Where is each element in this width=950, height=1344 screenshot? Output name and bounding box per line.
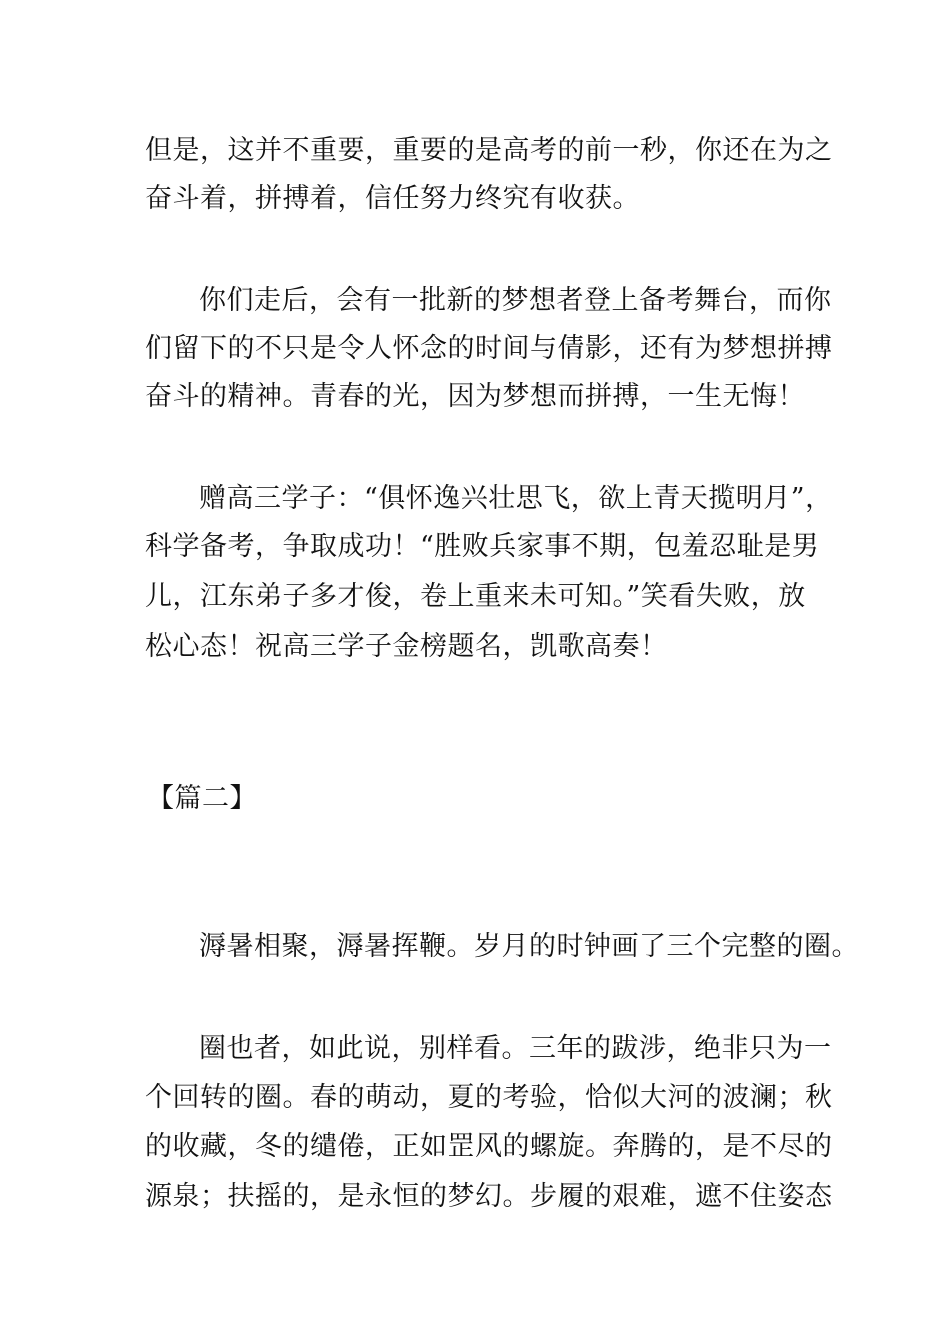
- section-paragraph-1-line-1: 溽暑相聚，溽暑挥鞭。岁月的时钟画了三个完整的圈。: [199, 931, 859, 962]
- paragraph-3-line-3: 儿，江东弟子多才俊，卷上重来未可知。”笑看失败，放: [145, 581, 806, 612]
- section-paragraph-2-line-4: 源泉；扶摇的，是永恒的梦幻。步履的艰难，遮不住姿态: [145, 1181, 833, 1212]
- paragraph-3-line-1: 赠高三学子：“俱怀逸兴壮思飞，欲上青天揽明月”，: [199, 483, 833, 514]
- paragraph-2-line-1: 你们走后，会有一批新的梦想者登上备考舞台，而你: [199, 285, 832, 316]
- paragraph-1-line-2: 奋斗着，拼搏着，信任努力终究有收获。: [145, 183, 640, 214]
- section-paragraph-2-line-2: 个回转的圈。春的萌动，夏的考验，恰似大河的波澜；秋: [145, 1082, 833, 1113]
- paragraph-1-line-1: 但是，这并不重要，重要的是高考的前一秒，你还在为之: [145, 135, 833, 166]
- section-paragraph-2-line-1: 圈也者，如此说，别样看。三年的跋涉，绝非只为一: [199, 1033, 832, 1064]
- paragraph-3-line-2: 科学备考，争取成功！“胜败兵家事不期，包羞忍耻是男: [145, 531, 820, 562]
- section-heading: 【篇二】: [147, 783, 257, 814]
- paragraph-3-line-4: 松心态！祝高三学子金榜题名，凯歌高奏！: [145, 631, 668, 662]
- section-paragraph-2-line-3: 的收藏，冬的缱倦，正如罡风的螺旋。奔腾的，是不尽的: [145, 1131, 833, 1162]
- paragraph-2-line-3: 奋斗的精神。青春的光，因为梦想而拼搏，一生无悔！: [145, 381, 805, 412]
- paragraph-2-line-2: 们留下的不只是令人怀念的时间与倩影，还有为梦想拼搏: [145, 333, 833, 364]
